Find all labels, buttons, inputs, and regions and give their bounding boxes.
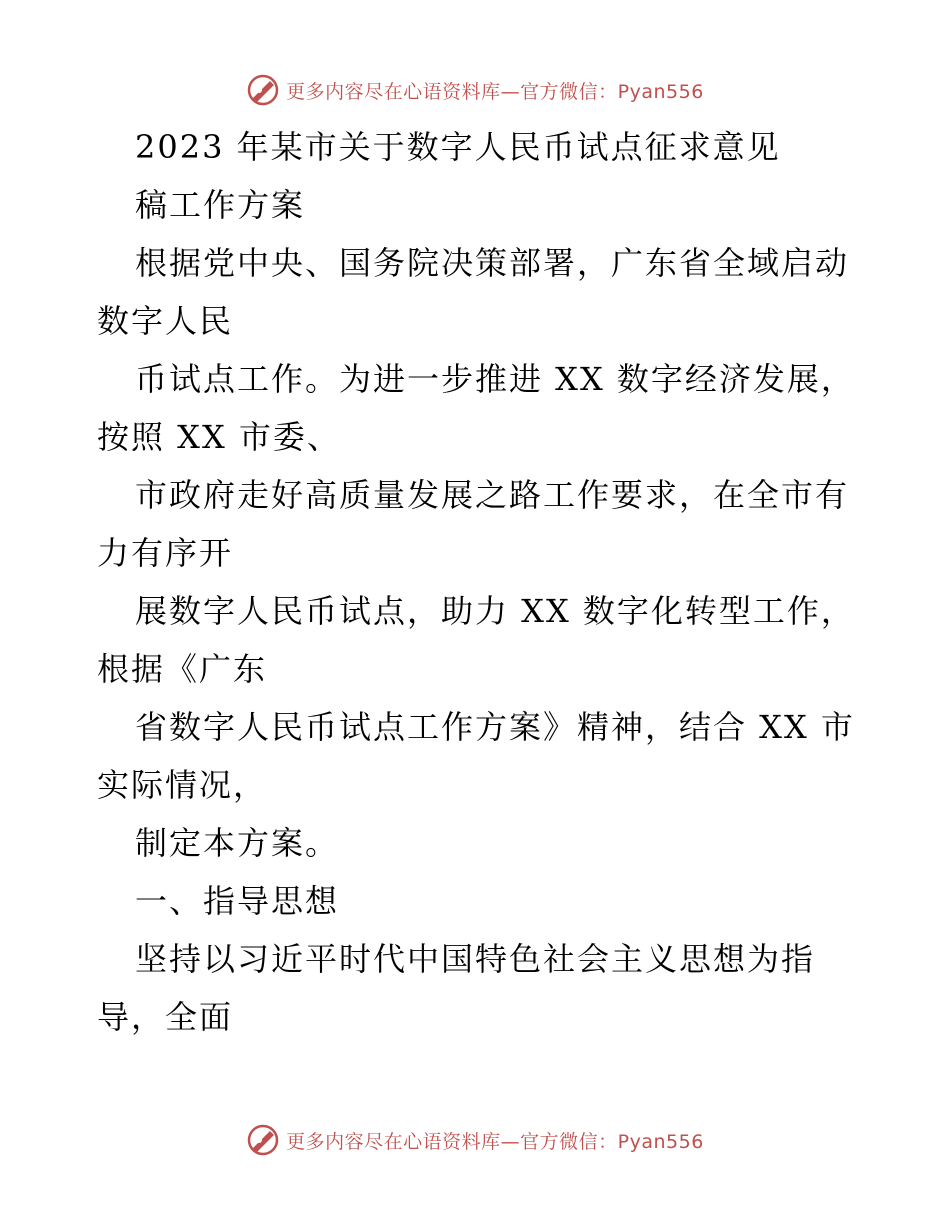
doc-line: 根据《广东 bbox=[97, 650, 268, 688]
doc-line: 省数字人民币试点工作方案》精神，结合 XX 市 bbox=[135, 708, 855, 746]
doc-line: 实际情况， bbox=[97, 766, 268, 804]
footer-banner bbox=[0, 1120, 950, 1160]
doc-line: 导，全面 bbox=[97, 998, 234, 1036]
doc-title-line-1: 2023 年某市关于数字人民币试点征求意见 bbox=[135, 128, 781, 166]
doc-line: 按照 XX 市委、 bbox=[97, 418, 341, 456]
pen-seal-logo-icon bbox=[246, 73, 280, 107]
doc-line: 市政府走好高质量发展之路工作要求，在全市有 bbox=[135, 476, 850, 514]
footer-banner-text: 更多内容尽在心语资料库—官方微信：Pyan556 bbox=[286, 1130, 704, 1153]
doc-title-line-2: 稿工作方案 bbox=[135, 186, 306, 224]
doc-line: 币试点工作。为进一步推进 XX 数字经济发展， bbox=[135, 360, 855, 398]
doc-line: 根据党中央、国务院决策部署，广东省全域启动 bbox=[135, 244, 850, 282]
doc-line: 坚持以习近平时代中国特色社会主义思想为指 bbox=[135, 940, 816, 978]
pen-seal-logo-icon bbox=[246, 1123, 280, 1157]
header-banner bbox=[0, 70, 950, 110]
section-heading: 一、指导思想 bbox=[135, 882, 340, 920]
doc-line: 数字人民 bbox=[97, 302, 234, 340]
doc-line: 制定本方案。 bbox=[135, 824, 340, 862]
document-body bbox=[97, 118, 857, 1046]
doc-line: 力有序开 bbox=[97, 534, 234, 572]
header-banner-text: 更多内容尽在心语资料库—官方微信：Pyan556 bbox=[286, 80, 704, 103]
doc-line: 展数字人民币试点，助力 XX 数字化转型工作， bbox=[135, 592, 855, 630]
